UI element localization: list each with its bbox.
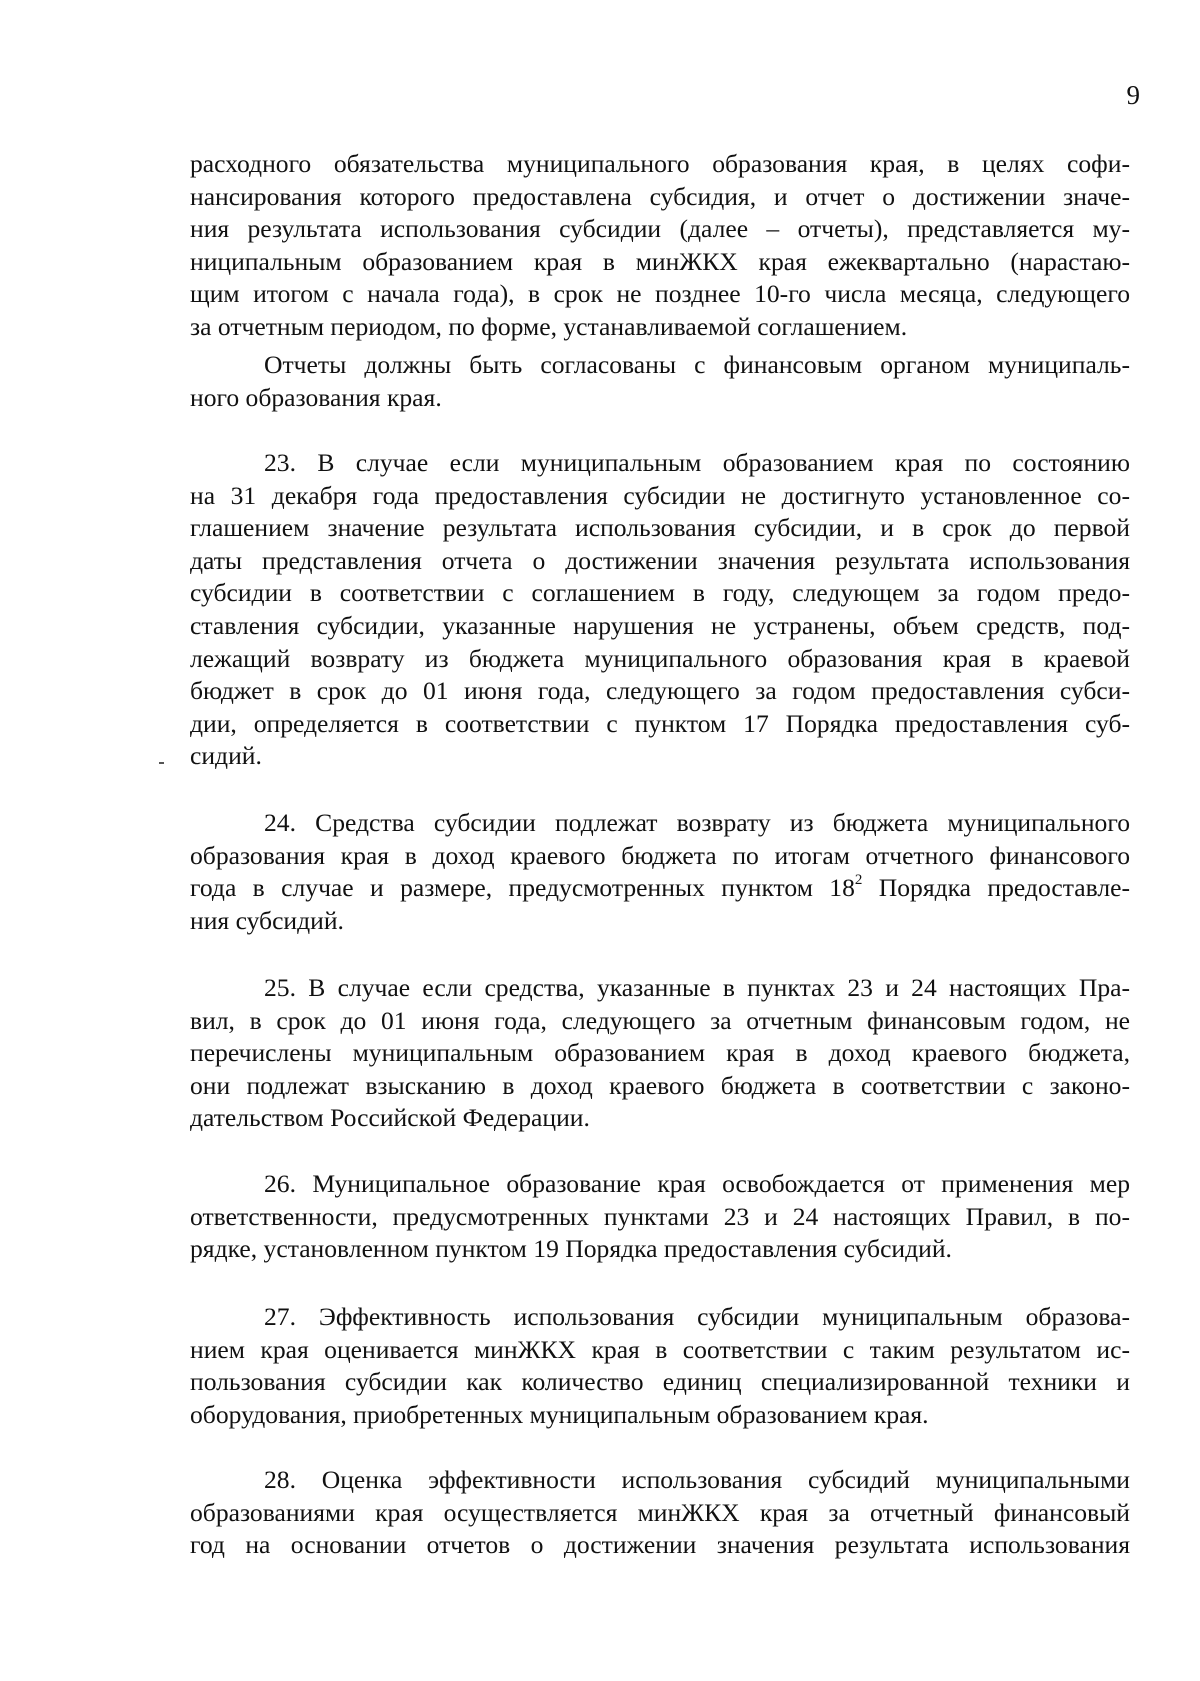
superscript: 2	[854, 871, 863, 888]
text-line: на 31 декабря года предоставления субсидии не достигнуто установленное со-	[190, 480, 1130, 510]
text-line: перечислены муниципальным образованием края в доход краевого бюджета,	[190, 1038, 1130, 1068]
scan-speck	[159, 762, 164, 764]
text-line: субсидии в соответствии с соглашением в году, следующем за годом предо-	[190, 578, 1130, 608]
text-fragment: года в случае и размере, предусмотренных пунктом 18	[190, 873, 855, 903]
paragraph-28	[190, 1464, 1130, 1562]
text-line: ниципальным образованием края в минЖКХ края ежеквартально (нарастаю-	[190, 246, 1130, 276]
text-line: дательством Российской Федерации.	[190, 1103, 590, 1133]
text-line: образования края в доход краевого бюджета по итогам отчетного финансового	[190, 840, 1130, 870]
paragraph-25	[190, 972, 1130, 1135]
text-fragment: Порядка предоставле-	[862, 873, 1130, 903]
text-line: даты представления отчета о достижении значения результата использования	[190, 545, 1130, 575]
text-line: дии, определяется в соответствии с пунктом 17 Порядка предоставления суб-	[190, 708, 1130, 738]
paragraph-26	[190, 1168, 1130, 1266]
text-line: глашением значение результата использования субсидии, и в срок до первой	[190, 513, 1130, 543]
text-line: расходного обязательства муниципального образования края, в целях софи-	[190, 149, 1130, 178]
page-number: 9	[1126, 80, 1140, 110]
text-line: ставления субсидии, указанные нарушения не устранены, объем средств, под-	[190, 610, 1130, 640]
text-line: пользования субсидии как количество единиц специализированной техники и	[190, 1367, 1130, 1397]
text-line: щим итогом с начала года), в срок не позднее 10-го числа месяца, следующего	[190, 279, 1130, 309]
text-line: вил, в срок до 01 июня года, следующего за отчетным финансовым годом, не	[190, 1005, 1130, 1035]
text-line: лежащий возврату из бюджета муниципального образования края в краевой	[190, 643, 1130, 673]
text-line: 26. Муниципальное образование края освобождается от применения мер	[264, 1169, 1130, 1198]
text-line: год на основании отчетов о достижении значения результата использования	[190, 1530, 1130, 1560]
text-line: 23. В случае если муниципальным образованием края по состоянию	[264, 448, 1130, 477]
text-line-with-superscript	[190, 872, 1130, 905]
paragraph-23	[190, 447, 1130, 773]
paragraph-22-continuation	[190, 148, 1130, 344]
text-line: ния субсидий.	[190, 905, 344, 935]
text-line: 24. Средства субсидии подлежат возврату из бюджета муниципального	[264, 808, 1130, 837]
text-line: образованиями края осуществляется минЖКХ края за отчетный финансовый	[190, 1497, 1130, 1527]
text-line: нансирования которого предоставлена субсидия, и отчет о достижении значе-	[190, 181, 1130, 211]
paragraph-27	[190, 1301, 1130, 1431]
text-line: рядке, установленном пунктом 19 Порядка предоставления субсидий.	[190, 1234, 952, 1264]
text-line: ния результата использования субсидии (далее – отчеты), представляется му-	[190, 214, 1130, 244]
text-line: 25. В случае если средства, указанные в пунктах 23 и 24 настоящих Пра-	[264, 973, 1130, 1002]
text-line: бюджет в срок до 01 июня года, следующего за годом предоставления субси-	[190, 676, 1130, 706]
text-line: за отчетным периодом, по форме, устанавливаемой соглашением.	[190, 311, 908, 341]
text-line: оборудования, приобретенных муниципальным образованием края.	[190, 1399, 929, 1429]
text-line: Отчеты должны быть согласованы с финансовым органом муниципаль-	[264, 350, 1130, 379]
text-line: сидий.	[190, 741, 262, 771]
text-line: они подлежат взысканию в доход краевого бюджета в соответствии с законо-	[190, 1070, 1130, 1100]
text-line: 28. Оценка эффективности использования субсидий муниципальными	[264, 1465, 1130, 1494]
text-line: ного образования края.	[190, 382, 442, 412]
paragraph-22-reports	[190, 349, 1130, 414]
paragraph-24	[190, 807, 1130, 937]
text-line: ответственности, предусмотренных пунктами 23 и 24 настоящих Правил, в по-	[190, 1201, 1130, 1231]
text-line: 27. Эффективность использования субсидии муниципальным образова-	[264, 1302, 1130, 1331]
text-line: нием края оценивается минЖКХ края в соответствии с таким результатом ис-	[190, 1334, 1130, 1364]
